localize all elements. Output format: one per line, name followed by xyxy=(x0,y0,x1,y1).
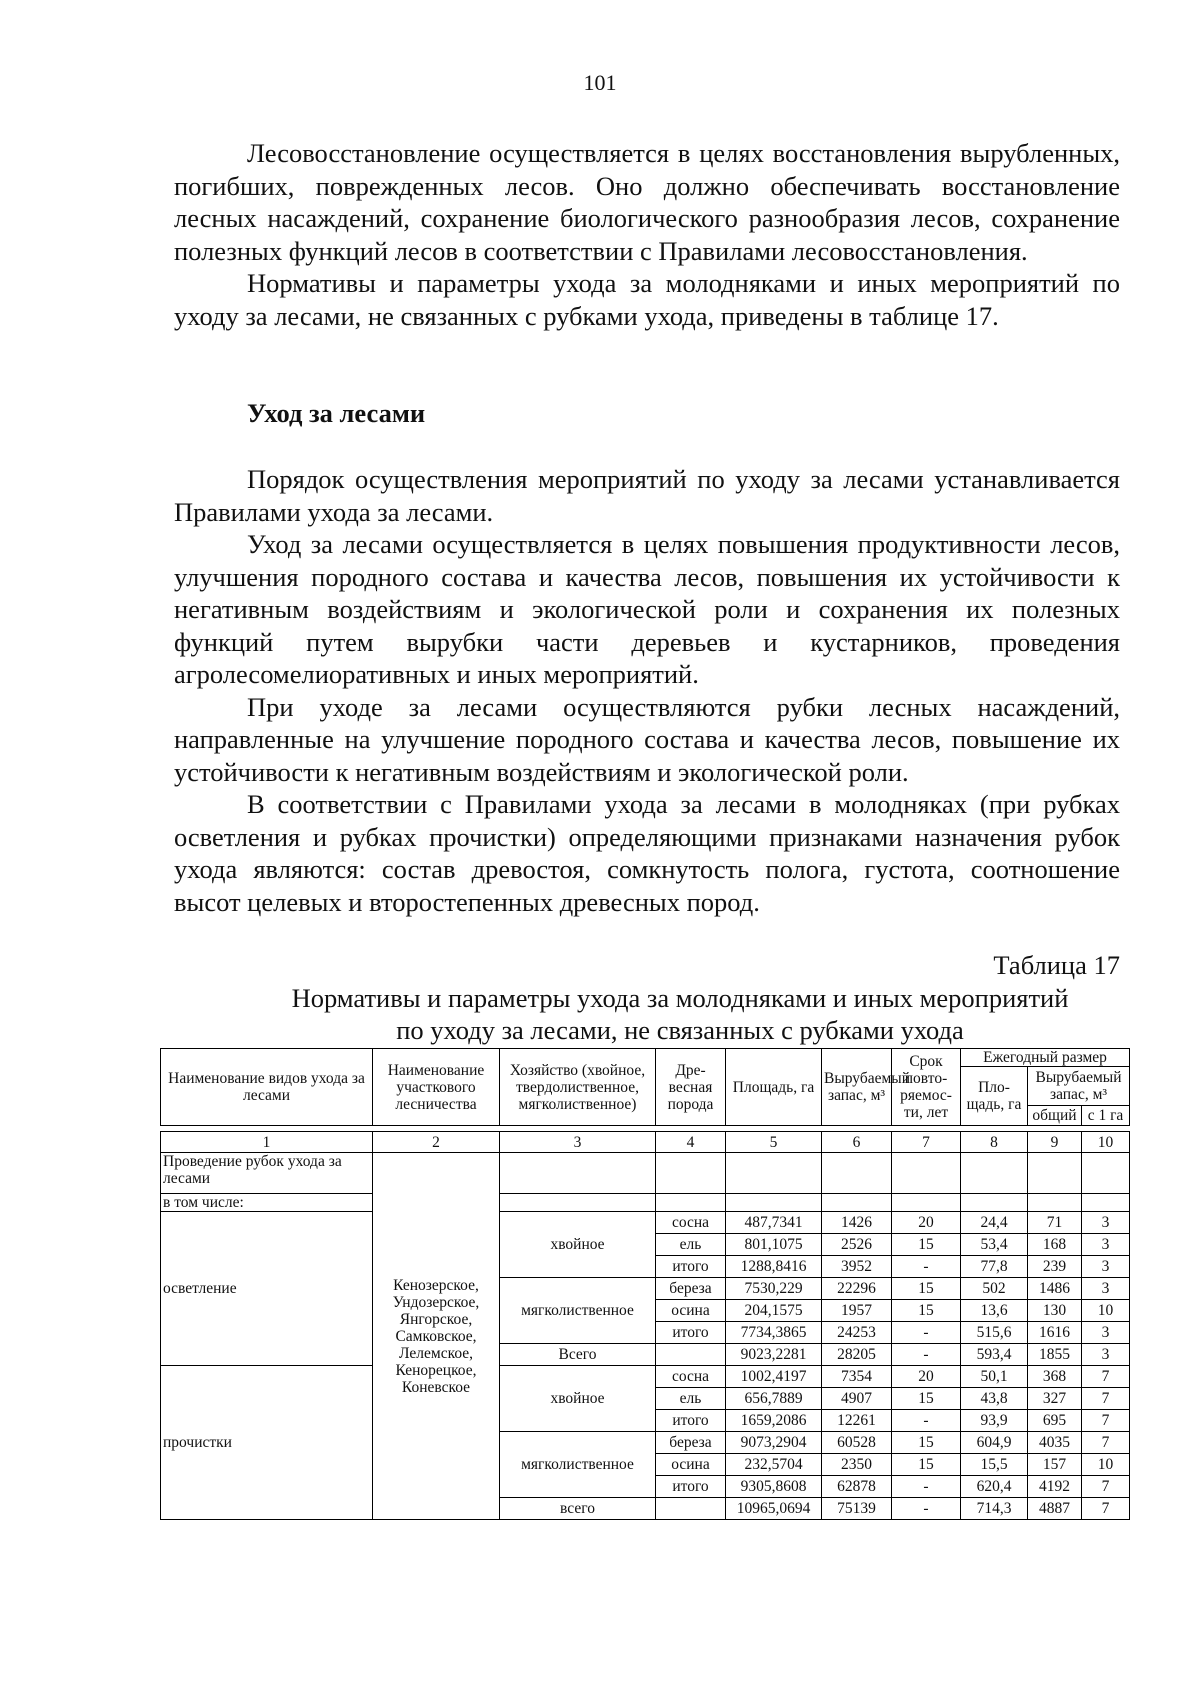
table-row xyxy=(161,1366,1130,1388)
column-number: 7 xyxy=(892,1132,961,1153)
cell: 24,4 xyxy=(961,1212,1028,1234)
cell: 12261 xyxy=(822,1410,892,1432)
economy-label: хвойное xyxy=(500,1212,656,1278)
cell: 593,4 xyxy=(961,1344,1028,1366)
cell: 801,1075 xyxy=(726,1234,822,1256)
cell: 7 xyxy=(1082,1388,1130,1410)
column-number: 1 xyxy=(161,1132,373,1153)
cell: сосна xyxy=(656,1212,726,1234)
cell: 13,6 xyxy=(961,1300,1028,1322)
cell: 10 xyxy=(1082,1454,1130,1476)
cell: 239 xyxy=(1028,1256,1082,1278)
cell: 3 xyxy=(1082,1278,1130,1300)
header-period: Срок повто-ряемос-ти, лет xyxy=(892,1049,961,1126)
column-number: 9 xyxy=(1028,1132,1082,1153)
cell: итого xyxy=(656,1256,726,1278)
cell: 3 xyxy=(1082,1212,1130,1234)
cell: 15 xyxy=(892,1388,961,1410)
cell: 71 xyxy=(1028,1212,1082,1234)
row-label: в том числе: xyxy=(161,1194,373,1212)
cell: 22296 xyxy=(822,1278,892,1300)
economy-label: хвойное xyxy=(500,1366,656,1432)
cell: 1855 xyxy=(1028,1344,1082,1366)
cell: 2526 xyxy=(822,1234,892,1256)
intro-section xyxy=(174,137,1120,332)
economy-label: мягколиственное xyxy=(500,1278,656,1344)
cell: ель xyxy=(656,1388,726,1410)
table-label: Таблица 17 xyxy=(993,950,1120,980)
economy-label: мягколиственное xyxy=(500,1432,656,1498)
cell: 7354 xyxy=(822,1366,892,1388)
cell: 28205 xyxy=(822,1344,892,1366)
table-caption xyxy=(240,982,1120,1046)
cell: 3 xyxy=(1082,1234,1130,1256)
cell: 4907 xyxy=(822,1388,892,1410)
header-area: Площадь, га xyxy=(726,1049,822,1126)
header-annual-per-ha: с 1 га xyxy=(1082,1105,1130,1125)
header-annual-stock: Вырубаемый запас, м³ xyxy=(1028,1067,1130,1106)
column-number: 5 xyxy=(726,1132,822,1153)
cell: 695 xyxy=(1028,1410,1082,1432)
cell: 3952 xyxy=(822,1256,892,1278)
header-stock: Вырубаемый запас, м³ xyxy=(822,1049,892,1126)
paragraph: Порядок осуществления мероприятий по уходу за лесами устанавливается Правилами ухода за лесами. xyxy=(174,464,1120,527)
cell: 15,5 xyxy=(961,1454,1028,1476)
cell: береза xyxy=(656,1432,726,1454)
cell: 20 xyxy=(892,1366,961,1388)
cell: 9023,2281 xyxy=(726,1344,822,1366)
cell: 9073,2904 xyxy=(726,1432,822,1454)
row-label: Проведение рубок ухода за лесами xyxy=(161,1153,373,1194)
cell: осина xyxy=(656,1454,726,1476)
cell: 20 xyxy=(892,1212,961,1234)
cell: 1426 xyxy=(822,1212,892,1234)
cell: 2350 xyxy=(822,1454,892,1476)
cell: 4887 xyxy=(1028,1498,1082,1520)
cell: 604,9 xyxy=(961,1432,1028,1454)
cell: 1616 xyxy=(1028,1322,1082,1344)
paragraph: При уходе за лесами осуществляются рубки лесных насаждений, направленные на улучшение породного состава и качества лесов, повышение их устойчивости к негативным воздействиям и экологической роли. xyxy=(174,691,1120,787)
cell: 1002,4197 xyxy=(726,1366,822,1388)
cell: сосна xyxy=(656,1366,726,1388)
cell: 1288,8416 xyxy=(726,1256,822,1278)
cell: 15 xyxy=(892,1278,961,1300)
cell: - xyxy=(892,1498,961,1520)
cell: 7 xyxy=(1082,1432,1130,1454)
table-caption-line: по уходу за лесами, не связанных с рубками ухода xyxy=(396,1015,964,1045)
cell: 7 xyxy=(1082,1498,1130,1520)
cell: 232,5704 xyxy=(726,1454,822,1476)
cell: - xyxy=(892,1476,961,1498)
cell: 15 xyxy=(892,1432,961,1454)
header-annual: Ежегодный размер xyxy=(961,1049,1130,1067)
section-heading: Уход за лесами xyxy=(247,398,426,428)
header-annual-area: Пло-щадь, га xyxy=(961,1067,1028,1126)
cell: ель xyxy=(656,1234,726,1256)
cell: 620,4 xyxy=(961,1476,1028,1498)
cell: 93,9 xyxy=(961,1410,1028,1432)
column-number: 10 xyxy=(1082,1132,1130,1153)
cell: 43,8 xyxy=(961,1388,1028,1410)
cell: 7 xyxy=(1082,1366,1130,1388)
table-body xyxy=(161,1153,1130,1520)
cell: 4192 xyxy=(1028,1476,1082,1498)
table-row xyxy=(161,1212,1130,1234)
cell: 130 xyxy=(1028,1300,1082,1322)
cell: 656,7889 xyxy=(726,1388,822,1410)
column-numbers-row xyxy=(161,1132,1130,1153)
cell: 7734,3865 xyxy=(726,1322,822,1344)
paragraph: Нормативы и параметры ухода за молодняками и иных мероприятий по уходу за лесами, не связанных с рубками ухода, приведены в таблице 17. xyxy=(174,268,1120,331)
column-number: 4 xyxy=(656,1132,726,1153)
cell: 15 xyxy=(892,1234,961,1256)
table-caption-line: Нормативы и параметры ухода за молодняками и иных мероприятий xyxy=(291,983,1069,1013)
column-number: 3 xyxy=(500,1132,656,1153)
table-header xyxy=(161,1049,1130,1153)
column-number: 6 xyxy=(822,1132,892,1153)
care-section xyxy=(174,463,1120,918)
cell: 9305,8608 xyxy=(726,1476,822,1498)
cell: 77,8 xyxy=(961,1256,1028,1278)
header-species: Дре-весная порода xyxy=(656,1049,726,1126)
table-row xyxy=(161,1194,1130,1212)
total-label: Всего xyxy=(500,1344,656,1366)
cell: итого xyxy=(656,1410,726,1432)
paragraph: В соответствии с Правилами ухода за лесами в молодняках (при рубках осветления и рубках прочистки) определяющими признаками назначения рубок ухода являются: состав древостоя, сомкнутость полога, густота, соотношение высот целевых и второстепенных древесных пород. xyxy=(174,789,1120,917)
norms-table xyxy=(160,1048,1130,1520)
column-number: 2 xyxy=(373,1132,500,1153)
cell: 10 xyxy=(1082,1300,1130,1322)
cell: 7530,229 xyxy=(726,1278,822,1300)
cell: береза xyxy=(656,1278,726,1300)
cell: 7 xyxy=(1082,1410,1130,1432)
page-number: 101 xyxy=(583,70,617,95)
column-number: 8 xyxy=(961,1132,1028,1153)
cell: - xyxy=(892,1256,961,1278)
cell: 515,6 xyxy=(961,1322,1028,1344)
cell: 502 xyxy=(961,1278,1028,1300)
table-row xyxy=(161,1153,1130,1194)
cell: 327 xyxy=(1028,1388,1082,1410)
cell: 1957 xyxy=(822,1300,892,1322)
header-forestry: Наименование участкового лесничества xyxy=(373,1049,500,1126)
cell: 368 xyxy=(1028,1366,1082,1388)
cell: 7 xyxy=(1082,1476,1130,1498)
cell: 10965,0694 xyxy=(726,1498,822,1520)
header-economy: Хозяйство (хвойное, твердолиственное, мягколиственное) xyxy=(500,1049,656,1126)
cell: 4035 xyxy=(1028,1432,1082,1454)
header-annual-total: общий xyxy=(1028,1105,1082,1125)
cell: 1486 xyxy=(1028,1278,1082,1300)
cell: 487,7341 xyxy=(726,1212,822,1234)
cell: осина xyxy=(656,1300,726,1322)
header-kind: Наименование видов ухода за лесами xyxy=(161,1049,373,1126)
paragraph: Лесовосстановление осуществляется в целях восстановления вырубленных, погибших, поврежденных лесов. Оно должно обеспечивать восстановление лесных насаждений, сохранение биологического разнообразия лесов, сохранение полезных функций лесов в соответствии с Правилами лесовосстановления. xyxy=(174,138,1120,266)
cell: 50,1 xyxy=(961,1366,1028,1388)
group-name: осветление xyxy=(161,1212,373,1366)
total-label: всего xyxy=(500,1498,656,1520)
cell: 62878 xyxy=(822,1476,892,1498)
cell: - xyxy=(892,1322,961,1344)
cell: 3 xyxy=(1082,1256,1130,1278)
cell: 3 xyxy=(1082,1344,1130,1366)
cell: 204,1575 xyxy=(726,1300,822,1322)
cell: 714,3 xyxy=(961,1498,1028,1520)
cell: итого xyxy=(656,1476,726,1498)
cell: 75139 xyxy=(822,1498,892,1520)
cell: 1659,2086 xyxy=(726,1410,822,1432)
cell: 24253 xyxy=(822,1322,892,1344)
cell: 60528 xyxy=(822,1432,892,1454)
cell: 15 xyxy=(892,1454,961,1476)
cell: 168 xyxy=(1028,1234,1082,1256)
cell: итого xyxy=(656,1322,726,1344)
cell: 15 xyxy=(892,1300,961,1322)
cell xyxy=(656,1344,726,1366)
forestry-names: Кенозерское, Ундозерское, Янгорское, Самковское, Лелемское, Кенорецкое, Коневское xyxy=(373,1153,500,1520)
cell: 3 xyxy=(1082,1322,1130,1344)
paragraph: Уход за лесами осуществляется в целях повышения продуктивности лесов, улучшения породного состава и качества лесов, повышения их устойчивости к негативным воздействиям и экологической роли и сохранения их полезных функций путем вырубки части деревьев и кустарников, проведения агролесомелиоративных и иных мероприятий. xyxy=(174,529,1120,689)
cell: - xyxy=(892,1344,961,1366)
cell: - xyxy=(892,1410,961,1432)
cell: 53,4 xyxy=(961,1234,1028,1256)
cell xyxy=(656,1498,726,1520)
group-name: прочистки xyxy=(161,1366,373,1520)
cell: 157 xyxy=(1028,1454,1082,1476)
